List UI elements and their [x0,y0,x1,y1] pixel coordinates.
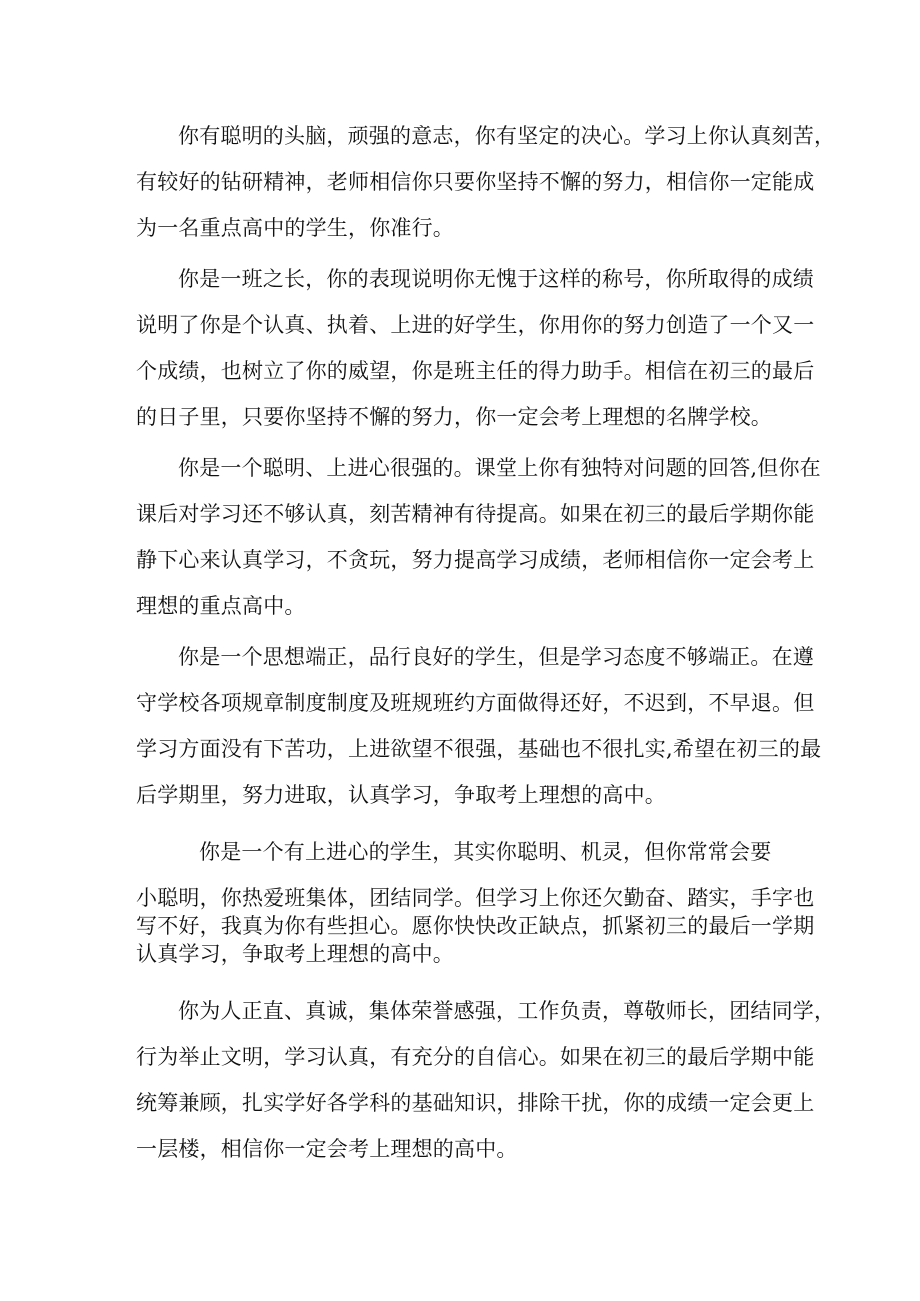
paragraph-2-line-4: 的日子里，只要你坚持不懈的努力，你一定会考上理想的名牌学校。 [136,405,772,429]
paragraph-4-line-3: 学习方面没有下苦功，上进欲望不很强，基础也不很扎实,希望在初三的最 [136,737,822,761]
paragraph-1-line-1: 你有聪明的头脑，顽强的意志，你有坚定的决心。学习上你认真刻苦， [178,124,836,148]
paragraph-1-line-3: 为一名重点高中的学生，你准行。 [136,216,454,240]
paragraph-3-line-1: 你是一个聪明、上进心很强的。课堂上你有独特对问题的回答,但你在 [178,456,821,480]
paragraph-3-line-3: 静下心来认真学习，不贪玩，努力提高学习成绩，老师相信你一定会考上 [136,548,815,572]
paragraph-6-line-1: 你为人正直、真诚，集体荣誉感强，工作负责，尊敬师长，团结同学， [178,999,836,1023]
paragraph-3-line-2: 课后对学习还不够认真，刻苦精神有待提高。如果在初三的最后学期你能 [136,502,815,526]
paragraph-4-line-4: 后学期里，努力进取，认真学习，争取考上理想的高中。 [136,783,666,807]
paragraph-5-line-2: 小聪明，你热爱班集体，团结同学。但学习上你还欠勤奋、踏实，手字也 [136,886,815,910]
paragraph-5-line-4: 认真学习，争取考上理想的高中。 [136,942,454,966]
paragraph-4-line-1: 你是一个思想端正，品行良好的学生，但是学习态度不够端正。在遵 [178,645,814,669]
paragraph-6-line-4: 一层楼，相信你一定会考上理想的高中。 [136,1137,518,1161]
paragraph-6-line-3: 统筹兼顾，扎实学好各学科的基础知识，排除干扰，你的成绩一定会更上 [136,1091,815,1115]
paragraph-6-line-2: 行为举止文明，学习认真，有充分的自信心。如果在初三的最后学期中能 [136,1045,815,1069]
paragraph-2-line-1: 你是一班之长，你的表现说明你无愧于这样的称号，你所取得的成绩 [178,267,814,291]
paragraph-4-line-2: 守学校各项规章制度制度及班规班约方面做得还好，不迟到，不早退。但 [136,691,815,715]
paragraph-5-line-3: 写不好，我真为你有些担心。愿你快快改正缺点，抓紧初三的最后一学期 [136,914,815,938]
paragraph-5-line-1: 你是一个有上进心的学生，其实你聪明、机灵，但你常常会要 [199,840,772,864]
paragraph-2-line-2: 说明了你是个认真、执着、上进的好学生，你用你的努力创造了一个又一 [136,313,815,337]
paragraph-2-line-3: 个成绩，也树立了你的威望，你是班主任的得力助手。相信在初三的最后 [136,359,815,383]
paragraph-1-line-2: 有较好的钻研精神，老师相信你只要你坚持不懈的努力，相信你一定能成 [136,170,815,194]
paragraph-3-line-4: 理想的重点高中。 [136,594,306,618]
